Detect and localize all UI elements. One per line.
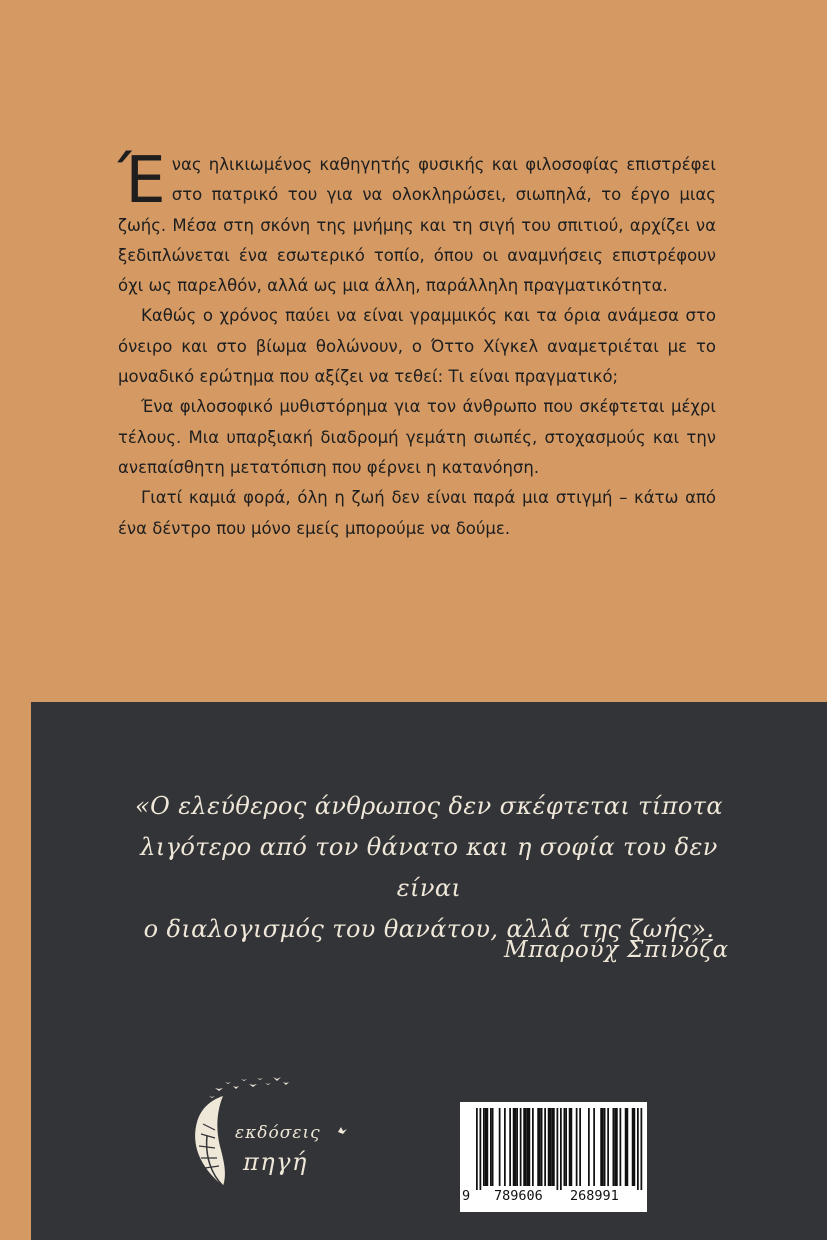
blurb-paragraph-1-text: νας ηλικιωμένος καθηγητής φυσικής και φιλοσοφίας επιστρέφει στο πατρικό του για να ολοκληρώσει, σιωπηλά, το έργο μιας ζωής. Μέσα στη σκόνη της μνήμης και τη σιγή του σπιτιού, αρχίζει να ξεδιπλώνεται ένα εσωτερικό τοπίο, όπου οι αναμνήσεις επιστρέφουν όχι ως παρελθόν, αλλά ως μια άλλη, παράλληλη πραγματικότητα. bbox=[118, 155, 716, 296]
quote-line-3: ο διαλογισμός του θανάτου, αλλά της ζωής». bbox=[143, 915, 715, 943]
barcode-bar bbox=[614, 1108, 616, 1186]
barcode-bar bbox=[565, 1108, 567, 1186]
barcode-bar bbox=[571, 1108, 573, 1186]
barcode-bar bbox=[539, 1108, 541, 1186]
barcode-bar bbox=[616, 1108, 618, 1186]
barcode-bar bbox=[550, 1108, 552, 1186]
barcode-bar bbox=[529, 1108, 531, 1186]
barcode-group-2: 268991 bbox=[570, 1188, 619, 1204]
blurb-paragraph-4: Γιατί καμιά φορά, όλη η ζωή δεν είναι παρά μια στιγμή – κάτω από ένα δέντρο που μόνο εμείς μπορούμε να δούμε. bbox=[118, 488, 716, 538]
barcode-bar bbox=[600, 1108, 602, 1186]
back-cover-blurb bbox=[118, 144, 716, 544]
barcode-bar bbox=[579, 1108, 581, 1186]
barcode-bar bbox=[553, 1108, 555, 1186]
barcode-bar bbox=[537, 1108, 539, 1186]
barcode-bar bbox=[588, 1108, 590, 1186]
barcode-bar bbox=[576, 1108, 578, 1186]
barcode-bar bbox=[604, 1108, 606, 1186]
barcode-bar bbox=[625, 1108, 627, 1186]
barcode-bar bbox=[593, 1108, 595, 1186]
barcode-bar bbox=[490, 1108, 492, 1186]
publisher-name-line-1: εκδόσεις bbox=[235, 1123, 321, 1143]
barcode-bar bbox=[480, 1108, 482, 1190]
barcode-bar bbox=[492, 1108, 494, 1186]
quote-line-1: «Ο ελεύθερος άνθρωπος δεν σκέφτεται τίποτα bbox=[135, 792, 723, 820]
publisher-logo bbox=[171, 1074, 371, 1194]
quote-author: Μπαρούχ Σπινόζα bbox=[503, 937, 729, 963]
barcode-bar bbox=[634, 1108, 636, 1186]
barcode-bar bbox=[525, 1108, 527, 1186]
barcode-bar bbox=[637, 1108, 639, 1190]
publisher-name-line-2: πηγή bbox=[243, 1148, 308, 1176]
barcode-bar bbox=[476, 1108, 478, 1190]
barcode-bar bbox=[509, 1108, 511, 1186]
barcode-bar bbox=[627, 1108, 629, 1186]
back-cover-bottom-panel bbox=[31, 702, 827, 1240]
drop-cap: Έ bbox=[118, 144, 166, 218]
barcode-bar bbox=[560, 1108, 562, 1190]
barcode-bar bbox=[532, 1108, 534, 1186]
barcode-bar bbox=[607, 1108, 609, 1186]
barcode-bar bbox=[515, 1108, 517, 1186]
barcode-bar bbox=[499, 1108, 501, 1186]
barcode-bar bbox=[527, 1108, 529, 1186]
blurb-paragraph-2: Καθώς ο χρόνος παύει να είναι γραμμικός και τα όρια ανάμεσα στο όνειρο και στο βίωμα θολώνουν, ο Όττο Χίγκελ αναμετριέται με το μοναδικό ερώτημα που αξίζει να τεθεί: Τι είναι πραγματικό; bbox=[118, 306, 716, 387]
barcode-bar bbox=[487, 1108, 489, 1186]
barcode-bar bbox=[564, 1108, 566, 1186]
barcode-bar bbox=[557, 1108, 559, 1190]
barcode-bar bbox=[483, 1108, 485, 1186]
barcode-bar bbox=[613, 1108, 615, 1186]
barcode-bar bbox=[485, 1108, 487, 1186]
barcode-bars bbox=[460, 1102, 647, 1190]
barcode-bar bbox=[620, 1108, 622, 1186]
barcode-bar bbox=[544, 1108, 546, 1186]
barcode-bar bbox=[513, 1108, 515, 1186]
quote-line-2: λιγότερο από τον θάνατο και η σοφία του δεν είναι bbox=[140, 833, 718, 902]
barcode-digit-first: 9 bbox=[462, 1188, 471, 1204]
blurb-paragraph-3: Ένα φιλοσοφικό μυθιστόρημα για τον άνθρωπο που σκέφτεται μέχρι τέλους. Μια υπαρξιακή διαδρομή γεμάτη σιωπές, στοχασμούς και την ανεπαίσθητη μετατόπιση που φέρνει η κατανόηση. bbox=[118, 397, 716, 477]
barcode-bar bbox=[602, 1108, 604, 1186]
barcode-bar bbox=[541, 1108, 543, 1186]
barcode-bar bbox=[569, 1108, 571, 1186]
barcode-bar bbox=[504, 1108, 506, 1186]
barcode-bar bbox=[523, 1108, 525, 1186]
barcode-bar bbox=[632, 1108, 634, 1186]
blurb-paragraph-1 bbox=[118, 144, 716, 301]
spinoza-quote bbox=[109, 786, 749, 950]
isbn-barcode bbox=[460, 1102, 647, 1212]
barcode-bar bbox=[641, 1108, 643, 1190]
barcode-group-1: 789606 bbox=[494, 1188, 543, 1204]
barcode-bar bbox=[548, 1108, 550, 1186]
barcode-bar bbox=[520, 1108, 522, 1186]
barcode-bar bbox=[551, 1108, 553, 1186]
barcode-bar bbox=[516, 1108, 518, 1186]
